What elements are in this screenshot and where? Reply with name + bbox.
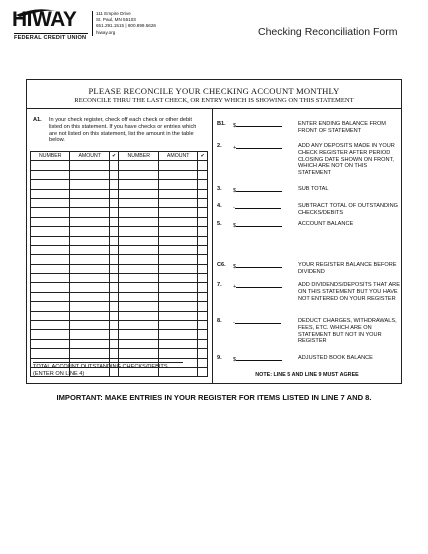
table-cell[interactable] xyxy=(109,311,119,320)
table-cell[interactable] xyxy=(31,245,70,254)
table-cell[interactable] xyxy=(109,161,119,170)
table-row xyxy=(31,227,208,236)
table-row xyxy=(31,283,208,292)
table-cell[interactable] xyxy=(70,217,109,226)
table-cell[interactable] xyxy=(70,283,109,292)
table-row xyxy=(31,274,208,283)
table-cell[interactable] xyxy=(198,311,208,320)
column-header: AMOUNT xyxy=(158,152,197,161)
line-9-entry xyxy=(233,355,282,364)
line-b1-label: B1. xyxy=(217,121,226,127)
line-8-text: DEDUCT CHARGES, WITHDRAWALS, FEES, ETC. WHICH ARE ON STATEMENT BUT NOT IN YOUR REGISTER xyxy=(298,318,397,345)
line-2-prefix: + xyxy=(233,145,237,151)
table-cell[interactable] xyxy=(31,208,70,217)
line-2-entry xyxy=(233,143,282,152)
table-cell[interactable] xyxy=(198,339,208,348)
table-cell[interactable] xyxy=(109,274,119,283)
table-cell[interactable] xyxy=(119,161,158,170)
table-cell[interactable] xyxy=(119,321,158,330)
table-cell[interactable] xyxy=(198,255,208,264)
table-cell[interactable] xyxy=(158,302,197,311)
table-cell[interactable] xyxy=(31,236,70,245)
line-9-prefix: $ xyxy=(233,357,237,363)
table-cell[interactable] xyxy=(158,236,197,245)
line-3-prefix: $ xyxy=(233,188,237,194)
table-cell[interactable] xyxy=(70,264,109,273)
line-5-label: 5. xyxy=(217,221,222,227)
table-cell[interactable] xyxy=(70,161,109,170)
line-5-entry xyxy=(233,221,282,230)
line-b1-field[interactable] xyxy=(236,121,282,127)
table-cell[interactable] xyxy=(109,302,119,311)
table-cell[interactable] xyxy=(158,180,197,189)
table-row xyxy=(31,264,208,273)
table-cell[interactable] xyxy=(158,349,197,358)
table-cell[interactable] xyxy=(198,236,208,245)
table-cell[interactable] xyxy=(119,180,158,189)
table-cell[interactable] xyxy=(158,274,197,283)
line-9-text: ADJUSTED BOOK BALANCE xyxy=(298,355,373,361)
table-cell[interactable] xyxy=(70,274,109,283)
line-9-label: 9. xyxy=(217,355,222,361)
table-cell[interactable] xyxy=(119,170,158,179)
table-cell[interactable] xyxy=(70,255,109,264)
table-cell[interactable] xyxy=(198,245,208,254)
table-cell[interactable] xyxy=(119,330,158,339)
line-4-label: 4. xyxy=(217,203,222,209)
table-cell[interactable] xyxy=(198,292,208,301)
column-header: ✔ xyxy=(198,152,208,161)
table-cell[interactable] xyxy=(198,330,208,339)
table-cell[interactable] xyxy=(109,255,119,264)
table-row xyxy=(31,170,208,179)
table-cell[interactable] xyxy=(109,245,119,254)
table-cell[interactable] xyxy=(158,217,197,226)
table-cell[interactable] xyxy=(198,170,208,179)
line-3-label: 3. xyxy=(217,186,222,192)
address-block xyxy=(92,11,156,36)
table-row xyxy=(31,321,208,330)
sub-heading: RECONCILE THRU THE LAST CHECK, OR ENTRY WHICH IS SHOWING ON THIS STATEMENT xyxy=(74,97,354,104)
table-cell[interactable] xyxy=(70,245,109,254)
table-cell[interactable] xyxy=(31,321,70,330)
table-cell[interactable] xyxy=(31,189,70,198)
table-cell[interactable] xyxy=(31,302,70,311)
table-row xyxy=(31,339,208,348)
table-cell[interactable] xyxy=(31,274,70,283)
important-notice: IMPORTANT: MAKE ENTRIES IN YOUR REGISTER FOR ITEMS LISTED IN LINE 7 AND 8. xyxy=(56,393,372,402)
form-title: Checking Reconciliation Form xyxy=(258,26,398,38)
a1-label: A1. xyxy=(33,117,42,123)
table-row xyxy=(31,330,208,339)
column-header: NUMBER xyxy=(31,152,70,161)
table-cell[interactable] xyxy=(198,227,208,236)
line-c6-text: YOUR REGISTER BALANCE BEFORE DIVIDEND xyxy=(298,262,397,275)
table-row xyxy=(31,245,208,254)
table-cell[interactable] xyxy=(198,217,208,226)
table-cell[interactable] xyxy=(70,339,109,348)
line-c6-field[interactable] xyxy=(236,262,282,268)
line-2-text: ADD ANY DEPOSITS MADE IN YOUR CHECK REGISTER AFTER PERIOD CLOSING DATE SHOWN ON FRONT, WHICH ARE NOT ON THIS STATEMENT xyxy=(298,143,395,177)
table-cell[interactable] xyxy=(158,189,197,198)
table-cell[interactable] xyxy=(198,264,208,273)
table-cell[interactable] xyxy=(119,339,158,348)
table-cell[interactable] xyxy=(158,245,197,254)
line-7-prefix: + xyxy=(233,284,237,290)
table-row xyxy=(31,349,208,358)
line-9-field[interactable] xyxy=(236,355,282,361)
table-cell[interactable] xyxy=(158,321,197,330)
line-3-text: SUB TOTAL xyxy=(298,186,329,192)
table-cell[interactable] xyxy=(198,208,208,217)
table-cell[interactable] xyxy=(158,161,197,170)
table-cell[interactable] xyxy=(31,180,70,189)
table-cell[interactable] xyxy=(70,189,109,198)
line-5-prefix: $ xyxy=(233,223,237,229)
table-cell[interactable] xyxy=(31,283,70,292)
table-cell[interactable] xyxy=(158,311,197,320)
table-cell[interactable] xyxy=(70,180,109,189)
table-cell[interactable] xyxy=(109,236,119,245)
table-cell[interactable] xyxy=(119,236,158,245)
table-cell[interactable] xyxy=(119,292,158,301)
table-cell[interactable] xyxy=(31,161,70,170)
main-heading: PLEASE RECONCILE YOUR CHECKING ACCOUNT MONTHLY xyxy=(88,86,340,96)
line-4-prefix: - xyxy=(233,205,235,211)
table-cell[interactable] xyxy=(198,367,208,376)
table-cell[interactable] xyxy=(31,198,70,207)
total-outstanding-label: TOTAL ACCOUNT OUTSTANDING CHECKS/DEBITS (ENTER ON LINE 4) xyxy=(33,362,183,378)
address-line: 111 Empire Drive xyxy=(96,11,131,16)
line-7-label: 7. xyxy=(217,282,222,288)
table-cell[interactable] xyxy=(109,189,119,198)
outstanding-items-table xyxy=(30,151,208,377)
logo-subtitle: FEDERAL CREDIT UNION xyxy=(14,35,87,41)
table-cell[interactable] xyxy=(31,227,70,236)
line-2-field[interactable] xyxy=(236,143,282,149)
logo-wordmark: HIWAY xyxy=(12,8,77,31)
table-cell[interactable] xyxy=(70,311,109,320)
table-cell[interactable] xyxy=(70,227,109,236)
table-cell[interactable] xyxy=(31,217,70,226)
line-b1-entry xyxy=(233,121,282,130)
line-5-field[interactable] xyxy=(236,221,282,227)
table-cell[interactable] xyxy=(119,255,158,264)
table-cell[interactable] xyxy=(109,180,119,189)
table-row xyxy=(31,189,208,198)
table-cell[interactable] xyxy=(158,339,197,348)
table-cell[interactable] xyxy=(70,302,109,311)
table-cell[interactable] xyxy=(198,302,208,311)
table-cell[interactable] xyxy=(158,264,197,273)
table-cell[interactable] xyxy=(158,208,197,217)
a1-instructions: In your check register, check off each check or other debit listed on this statement. If you have checks or entries which are not listed on this statement, list the amount in the table below. xyxy=(49,117,197,144)
table-row xyxy=(31,198,208,207)
table-cell[interactable] xyxy=(198,283,208,292)
table-cell[interactable] xyxy=(109,283,119,292)
table-cell[interactable] xyxy=(109,217,119,226)
table-cell[interactable] xyxy=(158,330,197,339)
table-cell[interactable] xyxy=(158,198,197,207)
table-cell[interactable] xyxy=(109,264,119,273)
column-divider xyxy=(212,108,213,384)
line-c6-prefix: $ xyxy=(233,264,237,270)
line-c6-entry xyxy=(233,262,282,271)
line-5-text: ACCOUNT BALANCE xyxy=(298,221,354,227)
line-7-entry xyxy=(233,282,282,291)
table-cell[interactable] xyxy=(198,358,208,367)
table-cell[interactable] xyxy=(198,321,208,330)
table-cell[interactable] xyxy=(119,217,158,226)
table-cell[interactable] xyxy=(31,264,70,273)
table-cell[interactable] xyxy=(198,161,208,170)
table-cell[interactable] xyxy=(119,311,158,320)
table-cell[interactable] xyxy=(70,198,109,207)
table-cell[interactable] xyxy=(109,170,119,179)
table-cell[interactable] xyxy=(158,283,197,292)
table-cell[interactable] xyxy=(109,339,119,348)
table-row xyxy=(31,255,208,264)
table-cell[interactable] xyxy=(70,170,109,179)
table-row xyxy=(31,302,208,311)
table-cell[interactable] xyxy=(109,330,119,339)
table-header-row xyxy=(31,152,208,161)
table-cell[interactable] xyxy=(119,264,158,273)
table-cell[interactable] xyxy=(109,349,119,358)
address-line: hiway.org xyxy=(96,29,116,35)
line-3-entry xyxy=(233,186,282,195)
table-cell[interactable] xyxy=(119,227,158,236)
table-cell[interactable] xyxy=(109,198,119,207)
table-cell[interactable] xyxy=(198,198,208,207)
table-cell[interactable] xyxy=(109,321,119,330)
table-cell[interactable] xyxy=(31,330,70,339)
line-8-entry xyxy=(233,318,281,327)
table-cell[interactable] xyxy=(119,349,158,358)
table-row xyxy=(31,180,208,189)
table-cell[interactable] xyxy=(198,274,208,283)
table-cell[interactable] xyxy=(158,292,197,301)
table-row xyxy=(31,236,208,245)
column-header: NUMBER xyxy=(119,152,158,161)
table-cell[interactable] xyxy=(119,208,158,217)
table-cell[interactable] xyxy=(70,236,109,245)
line-b1-prefix: $ xyxy=(233,123,237,129)
line-b1-text: ENTER ENDING BALANCE FROM FRONT OF STATEMENT xyxy=(298,121,386,134)
table-cell[interactable] xyxy=(70,208,109,217)
table-row xyxy=(31,217,208,226)
table-cell[interactable] xyxy=(70,330,109,339)
line-8-prefix: - xyxy=(233,320,235,326)
table-cell[interactable] xyxy=(109,292,119,301)
address-line: 651.291.1515 | 800.899.5626 xyxy=(96,23,156,29)
table-cell[interactable] xyxy=(31,339,70,348)
table-row xyxy=(31,292,208,301)
table-cell[interactable] xyxy=(158,227,197,236)
table-row xyxy=(31,208,208,217)
table-cell[interactable] xyxy=(31,255,70,264)
table-cell[interactable] xyxy=(70,292,109,301)
table-cell[interactable] xyxy=(31,292,70,301)
column-header: ✔ xyxy=(109,152,119,161)
table-cell[interactable] xyxy=(158,255,197,264)
table-cell[interactable] xyxy=(70,321,109,330)
table-cell[interactable] xyxy=(198,189,208,198)
table-cell[interactable] xyxy=(119,302,158,311)
divider xyxy=(26,108,402,109)
table-row xyxy=(31,311,208,320)
line-7-text: ADD DIVIDENDS/DEPOSITS THAT ARE ON THIS STATEMENT BUT YOU HAVE NOT ENTERED ON YOUR REGISTER xyxy=(298,282,400,302)
line-3-field[interactable] xyxy=(236,186,282,192)
address-line: St. Paul, MN 55103 xyxy=(96,17,136,23)
table-body xyxy=(31,161,208,377)
line-2-label: 2. xyxy=(217,143,222,149)
table-cell[interactable] xyxy=(109,208,119,217)
table-cell[interactable] xyxy=(119,274,158,283)
line-7-field[interactable] xyxy=(236,282,282,288)
line-4-entry xyxy=(233,203,281,212)
table-cell[interactable] xyxy=(31,349,70,358)
table-cell[interactable] xyxy=(119,198,158,207)
table-cell[interactable] xyxy=(31,170,70,179)
table-cell[interactable] xyxy=(70,349,109,358)
table-cell[interactable] xyxy=(119,189,158,198)
table-cell[interactable] xyxy=(119,245,158,254)
agreement-note: NOTE: LINE 5 AND LINE 9 MUST AGREE xyxy=(255,372,359,378)
table-row xyxy=(31,161,208,170)
table-cell[interactable] xyxy=(119,283,158,292)
table-cell[interactable] xyxy=(31,311,70,320)
line-4-text: SUBTRACT TOTAL OF OUTSTANDING CHECKS/DEBITS xyxy=(298,203,398,216)
line-c6-label: C6. xyxy=(217,262,226,268)
line-4-field[interactable] xyxy=(235,203,281,209)
table-cell[interactable] xyxy=(158,170,197,179)
line-8-label: 8. xyxy=(217,318,222,324)
line-8-field[interactable] xyxy=(235,318,281,324)
table-cell[interactable] xyxy=(109,227,119,236)
table-cell[interactable] xyxy=(198,180,208,189)
table-cell[interactable] xyxy=(198,349,208,358)
column-header: AMOUNT xyxy=(70,152,109,161)
